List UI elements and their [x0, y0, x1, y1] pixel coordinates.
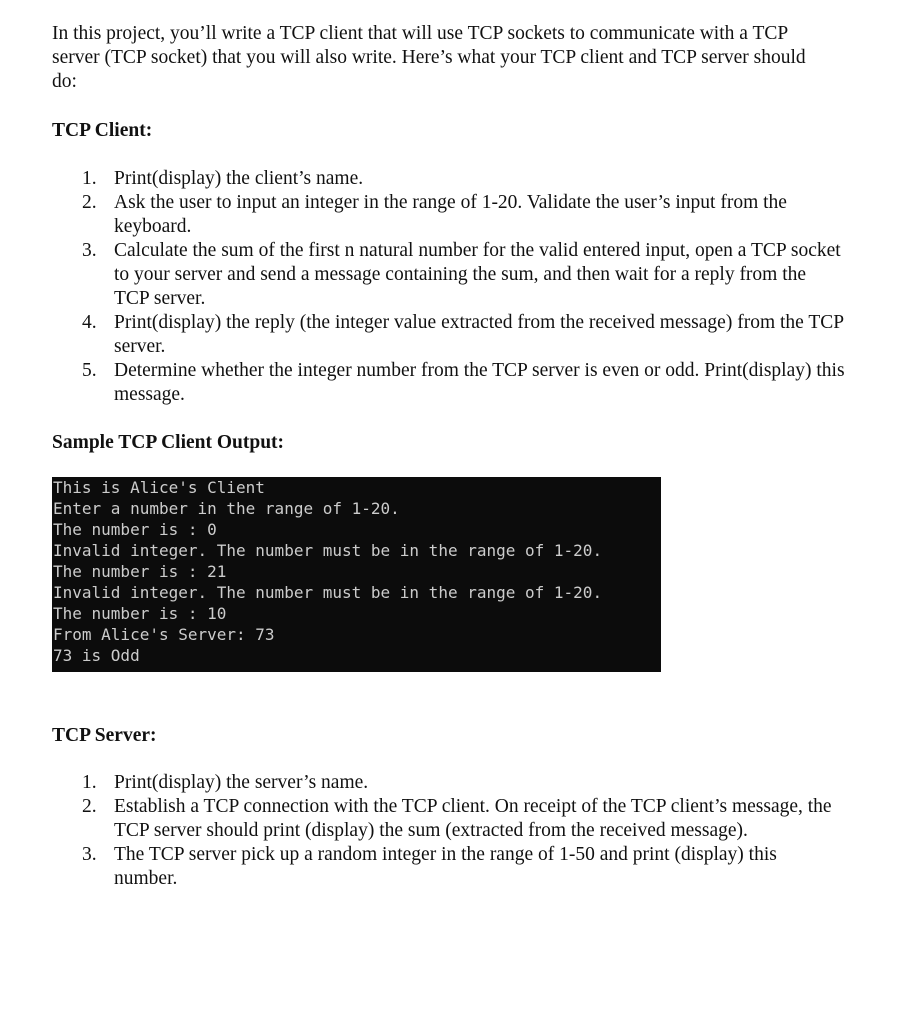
list-item-number: 1.: [82, 168, 97, 189]
terminal-line: The number is : 0: [53, 520, 217, 539]
terminal-line: This is Alice's Client: [53, 478, 265, 497]
terminal-line: The number is : 10: [53, 604, 227, 623]
list-item: [0, 167, 900, 191]
list-item-number: 4.: [82, 312, 97, 333]
list-item-number: 2.: [82, 796, 97, 817]
terminal-line: Invalid integer. The number must be in the range of 1-20.: [53, 583, 603, 602]
intro-paragraph: In this project, you’ll write a TCP client that will use TCP sockets to communicate with a TCP server (TCP socket) that you will also write. Here’s what your TCP client and TCP server should do:: [52, 23, 806, 92]
list-item: [0, 795, 900, 843]
list-item: [0, 239, 900, 311]
list-item-text: Ask the user to input an integer in the range of 1-20. Validate the user’s input from the keyboard.: [114, 192, 787, 237]
list-item-text: The TCP server pick up a random integer in the range of 1-50 and print (display) this number.: [114, 844, 777, 889]
client-heading: TCP Client:: [52, 120, 153, 141]
list-item: [0, 191, 900, 239]
terminal-line: Enter a number in the range of 1-20.: [53, 499, 400, 518]
list-item: [0, 311, 900, 359]
sample-output-heading: Sample TCP Client Output:: [52, 432, 285, 453]
list-item: [0, 771, 900, 795]
list-item-number: 2.: [82, 192, 97, 213]
list-item-number: 1.: [82, 772, 97, 793]
list-item-text: Print(display) the client’s name.: [114, 168, 364, 189]
list-item-text: Calculate the sum of the first n natural number for the valid entered input, open a TCP socket to your server and send a message containing the sum, and then wait for a reply from the TCP server.: [114, 240, 841, 309]
list-item-text: Determine whether the integer number from the TCP server is even or odd. Print(display) this message.: [114, 360, 845, 405]
terminal-line: Invalid integer. The number must be in the range of 1-20.: [53, 541, 603, 560]
list-item: [0, 843, 900, 891]
terminal-line: 73 is Odd: [53, 646, 140, 665]
terminal-line: From Alice's Server: 73: [53, 625, 275, 644]
list-item-text: Print(display) the reply (the integer value extracted from the received message) from the TCP server.: [114, 312, 844, 357]
list-item-number: 3.: [82, 240, 97, 261]
list-item: [0, 359, 900, 407]
server-heading: TCP Server:: [52, 725, 157, 746]
terminal-line: The number is : 21: [53, 562, 227, 581]
server-requirements-list: [0, 771, 900, 891]
list-item-text: Establish a TCP connection with the TCP client. On receipt of the TCP client’s message, the TCP server should print (display) the sum (extracted from the received message).: [114, 796, 832, 841]
list-item-number: 3.: [82, 844, 97, 865]
client-requirements-list: [0, 167, 900, 407]
list-item-text: Print(display) the server’s name.: [114, 772, 369, 793]
terminal-output: [52, 477, 661, 672]
list-item-number: 5.: [82, 360, 97, 381]
